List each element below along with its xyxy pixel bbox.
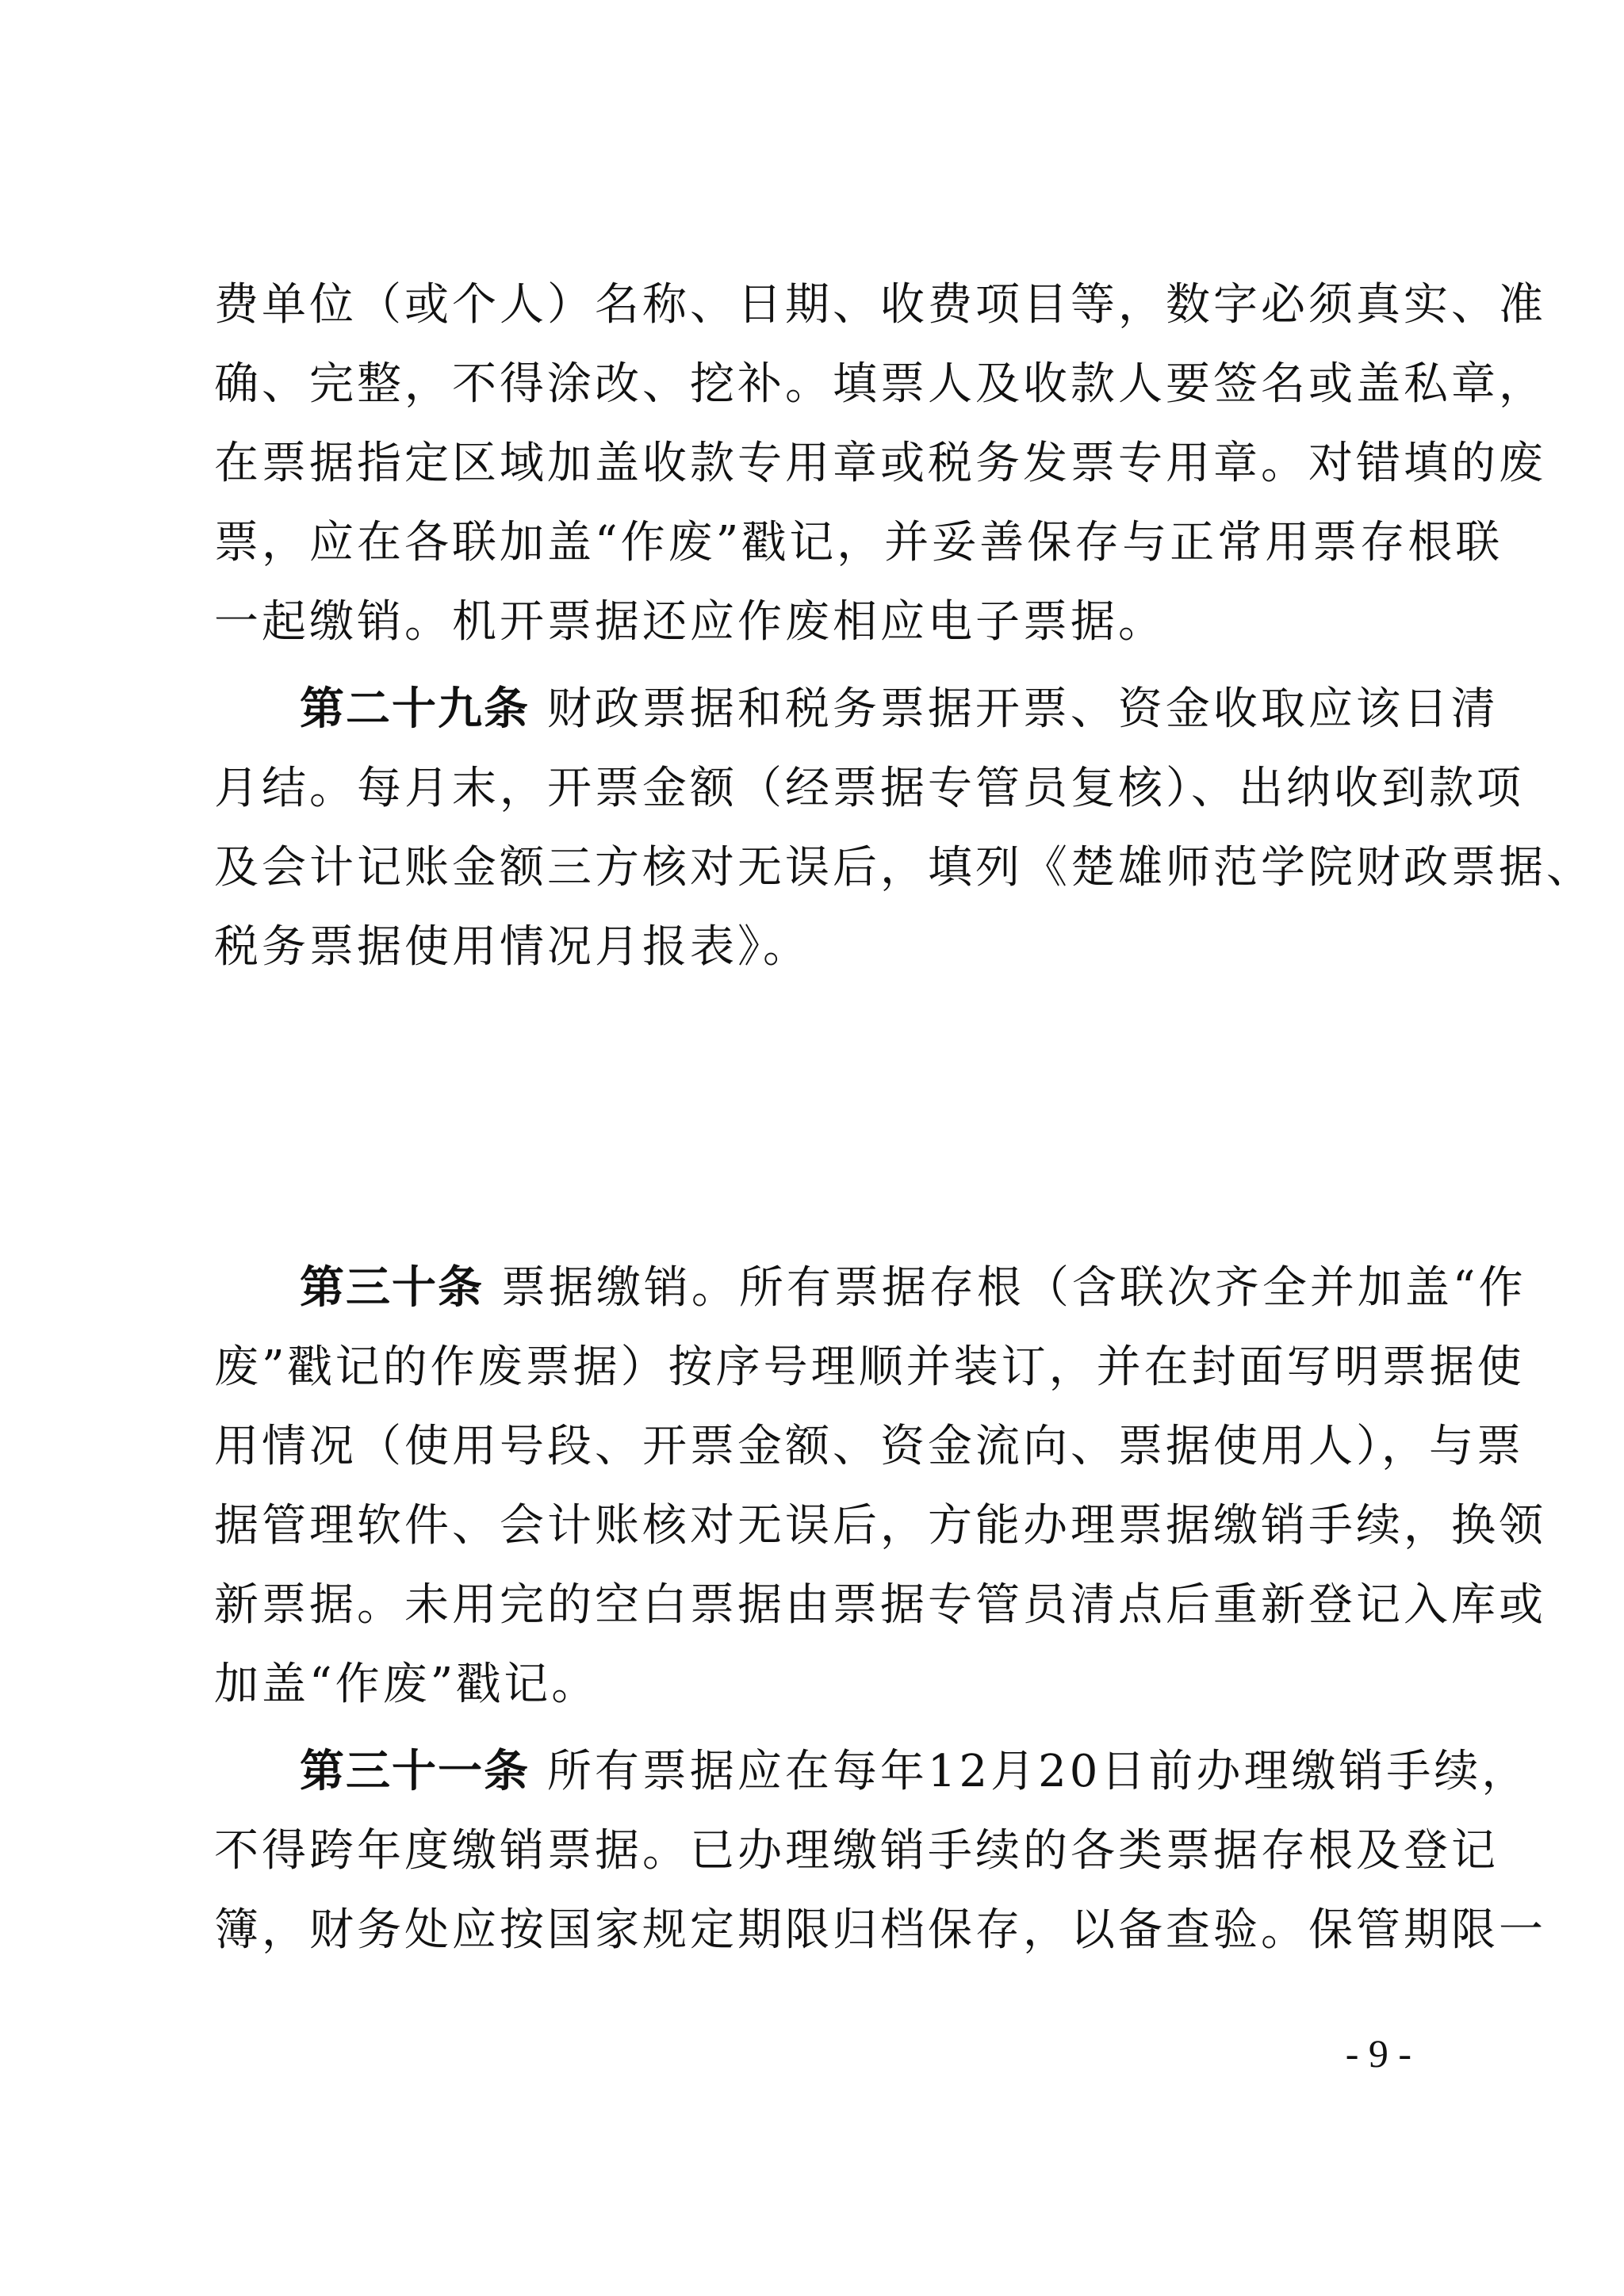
article-heading: 第三十条	[300, 1262, 484, 1314]
paragraph-line: 在票据指定区域加盖收款专用章或税务发票专用章。对错填的废	[214, 438, 1546, 489]
paragraph-line: 票，应在各联加盖“作废”戳记，并妥善保存与正常用票存根联	[214, 517, 1503, 568]
paragraph-line: 用情况（使用号段、开票金额、资金流向、票据使用人），与票	[214, 1421, 1524, 1472]
article-29-first-line	[300, 670, 1499, 749]
article-31-first-line	[300, 1732, 1530, 1812]
paragraph-line: 新票据。未用完的空白票据由票据专管员清点后重新登记入库或	[214, 1579, 1546, 1631]
page-number: - 9 -	[1345, 2031, 1411, 2076]
paragraph-line: 簿，财务处应按国家规定期限归档保存，以备查验。保管期限一	[214, 1904, 1546, 1956]
paragraph-line: 据管理软件、会计账核对无误后，方能办理票据缴销手续，换领	[214, 1500, 1546, 1552]
article-heading: 第二十九条	[300, 683, 530, 735]
paragraph-line: 确、完整，不得涂改、挖补。填票人及收款人要签名或盖私章，	[214, 358, 1546, 410]
paragraph-line: 废”戳记的作废票据）按序号理顺并装订，并在封面写明票据使	[214, 1341, 1525, 1393]
paragraph-line: 月结。每月末，开票金额（经票据专管员复核）、出纳收到款项	[214, 763, 1524, 814]
article-heading: 第三十一条	[300, 1746, 530, 1797]
paragraph-line: 加盖“作废”戳记。	[214, 1659, 599, 1710]
article-text: 所有票据应在每年12月20日前办理缴销手续，	[546, 1746, 1530, 1797]
paragraph-line: 一起缴销。机开票据还应作废相应电子票据。	[214, 596, 1166, 648]
chapter-title	[0, 1074, 1624, 1154]
paragraph-line: 及会计记账金额三方核对无误后，填列《楚雄师范学院财政票据、	[214, 842, 1594, 894]
paragraph-line: 费单位（或个人）名称、日期、收费项目等，数字必须真实、准	[214, 279, 1546, 331]
paragraph-line: 税务票据使用情况月报表》。	[214, 921, 810, 973]
paragraph-line: 不得跨年度缴销票据。已办理缴销手续的各类票据存根及登记	[214, 1825, 1499, 1877]
article-30-first-line	[300, 1249, 1526, 1328]
article-text: 财政票据和税务票据开票、资金收取应该日清	[546, 683, 1499, 735]
article-text: 票据缴销。所有票据存根（含联次齐全并加盖“作	[500, 1262, 1526, 1314]
